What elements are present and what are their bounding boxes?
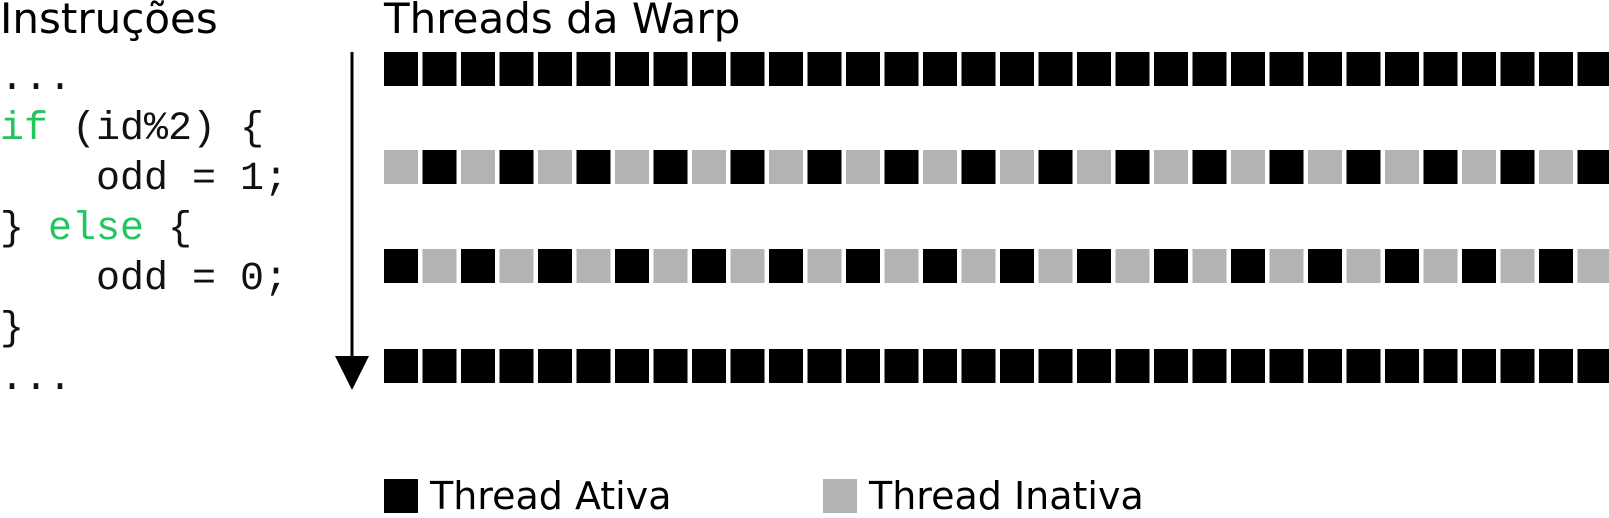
code-line: odd = 0; bbox=[0, 257, 288, 302]
thread-active bbox=[1154, 52, 1188, 86]
thread-active bbox=[1424, 349, 1458, 383]
thread-inactive bbox=[1424, 249, 1458, 283]
thread-active bbox=[1077, 52, 1111, 86]
thread-active bbox=[538, 249, 572, 283]
thread-active bbox=[1501, 52, 1535, 86]
thread-active bbox=[1308, 52, 1342, 86]
code-line: ... bbox=[0, 357, 72, 402]
thread-inactive bbox=[1539, 150, 1573, 184]
else-keyword: else bbox=[48, 207, 144, 252]
thread-active bbox=[962, 52, 996, 86]
warp-threads-title: Threads da Warp bbox=[384, 0, 740, 44]
thread-active bbox=[1039, 52, 1073, 86]
thread-active bbox=[731, 150, 765, 184]
thread-active bbox=[1270, 349, 1304, 383]
thread-active bbox=[577, 52, 611, 86]
if-keyword: if bbox=[0, 107, 48, 152]
code-line: { bbox=[144, 207, 192, 252]
thread-active bbox=[885, 349, 919, 383]
thread-inactive bbox=[846, 150, 880, 184]
thread-inactive bbox=[1039, 249, 1073, 283]
thread-active bbox=[538, 349, 572, 383]
thread-inactive bbox=[1385, 150, 1419, 184]
thread-inactive bbox=[1578, 249, 1609, 283]
thread-active bbox=[1039, 150, 1073, 184]
thread-active bbox=[1116, 349, 1150, 383]
thread-inactive bbox=[615, 150, 649, 184]
thread-active bbox=[1116, 52, 1150, 86]
thread-inactive bbox=[1077, 150, 1111, 184]
thread-active bbox=[615, 249, 649, 283]
thread-active bbox=[423, 52, 457, 86]
thread-active bbox=[962, 349, 996, 383]
inactive-swatch bbox=[823, 479, 857, 513]
thread-active bbox=[1039, 349, 1073, 383]
thread-active bbox=[885, 150, 919, 184]
legend-inactive bbox=[823, 476, 1144, 516]
thread-active bbox=[1578, 349, 1609, 383]
thread-inactive bbox=[692, 150, 726, 184]
thread-inactive bbox=[731, 249, 765, 283]
thread-active bbox=[423, 349, 457, 383]
thread-active bbox=[769, 349, 803, 383]
thread-active bbox=[1231, 52, 1265, 86]
thread-active bbox=[384, 52, 418, 86]
thread-active bbox=[1193, 52, 1227, 86]
thread-inactive bbox=[1462, 150, 1496, 184]
thread-active bbox=[1077, 249, 1111, 283]
thread-active bbox=[1539, 349, 1573, 383]
thread-active bbox=[1000, 52, 1034, 86]
thread-active bbox=[1347, 150, 1381, 184]
thread-active bbox=[500, 150, 534, 184]
thread-active bbox=[384, 349, 418, 383]
thread-active bbox=[1154, 249, 1188, 283]
thread-active bbox=[500, 52, 534, 86]
thread-active bbox=[1077, 349, 1111, 383]
legend-active-label: Thread Ativa bbox=[430, 476, 672, 516]
thread-inactive bbox=[1308, 150, 1342, 184]
thread-inactive bbox=[808, 249, 842, 283]
thread-active bbox=[577, 150, 611, 184]
thread-inactive bbox=[923, 150, 957, 184]
active-swatch bbox=[384, 479, 418, 513]
thread-active bbox=[1385, 52, 1419, 86]
thread-inactive bbox=[1000, 150, 1034, 184]
thread-active bbox=[654, 150, 688, 184]
thread-active bbox=[654, 52, 688, 86]
thread-active bbox=[1501, 349, 1535, 383]
thread-active bbox=[1501, 150, 1535, 184]
thread-active bbox=[1578, 52, 1609, 86]
thread-active bbox=[1000, 349, 1034, 383]
thread-active bbox=[1000, 249, 1034, 283]
thread-inactive bbox=[1347, 249, 1381, 283]
thread-inactive bbox=[769, 150, 803, 184]
thread-active bbox=[384, 249, 418, 283]
thread-active bbox=[1539, 52, 1573, 86]
thread-active bbox=[808, 150, 842, 184]
thread-active bbox=[1462, 249, 1496, 283]
thread-active bbox=[1116, 150, 1150, 184]
thread-active bbox=[538, 52, 572, 86]
code-line: (id%2) { bbox=[48, 107, 264, 152]
thread-inactive bbox=[461, 150, 495, 184]
thread-active bbox=[1154, 349, 1188, 383]
thread-inactive bbox=[1270, 249, 1304, 283]
thread-active bbox=[461, 249, 495, 283]
thread-active bbox=[1231, 349, 1265, 383]
thread-active bbox=[962, 150, 996, 184]
thread-inactive bbox=[1193, 249, 1227, 283]
code-line: } bbox=[0, 307, 24, 352]
thread-inactive bbox=[577, 249, 611, 283]
thread-inactive bbox=[1231, 150, 1265, 184]
thread-inactive bbox=[384, 150, 418, 184]
thread-inactive bbox=[538, 150, 572, 184]
thread-active bbox=[1424, 52, 1458, 86]
thread-active bbox=[808, 349, 842, 383]
code-line: } bbox=[0, 207, 48, 252]
thread-active bbox=[1270, 52, 1304, 86]
thread-active bbox=[1308, 249, 1342, 283]
thread-active bbox=[615, 349, 649, 383]
thread-active bbox=[769, 52, 803, 86]
thread-active bbox=[1193, 349, 1227, 383]
thread-active bbox=[1462, 52, 1496, 86]
instructions-title: Instruções bbox=[0, 0, 218, 44]
thread-inactive bbox=[1154, 150, 1188, 184]
thread-active bbox=[615, 52, 649, 86]
thread-inactive bbox=[1501, 249, 1535, 283]
code-line: odd = 1; bbox=[0, 157, 288, 202]
thread-active bbox=[1578, 150, 1609, 184]
thread-active bbox=[1424, 150, 1458, 184]
thread-active bbox=[1193, 150, 1227, 184]
thread-active bbox=[885, 52, 919, 86]
thread-active bbox=[692, 349, 726, 383]
thread-active bbox=[423, 150, 457, 184]
legend-inactive-label: Thread Inativa bbox=[869, 476, 1144, 516]
thread-active bbox=[769, 249, 803, 283]
thread-active bbox=[577, 349, 611, 383]
thread-active bbox=[923, 249, 957, 283]
code-line: ... bbox=[0, 57, 72, 102]
thread-active bbox=[1347, 349, 1381, 383]
thread-active bbox=[1231, 249, 1265, 283]
thread-active bbox=[731, 52, 765, 86]
thread-active bbox=[808, 52, 842, 86]
thread-active bbox=[461, 52, 495, 86]
thread-inactive bbox=[654, 249, 688, 283]
thread-active bbox=[1385, 349, 1419, 383]
thread-active bbox=[1539, 249, 1573, 283]
thread-inactive bbox=[962, 249, 996, 283]
thread-active bbox=[846, 349, 880, 383]
thread-active bbox=[1385, 249, 1419, 283]
legend-active bbox=[384, 476, 672, 516]
thread-inactive bbox=[885, 249, 919, 283]
thread-active bbox=[654, 349, 688, 383]
thread-active bbox=[923, 349, 957, 383]
thread-active bbox=[1270, 150, 1304, 184]
thread-active bbox=[692, 249, 726, 283]
thread-active bbox=[500, 349, 534, 383]
thread-inactive bbox=[423, 249, 457, 283]
thread-active bbox=[846, 52, 880, 86]
thread-active bbox=[1462, 349, 1496, 383]
thread-inactive bbox=[1116, 249, 1150, 283]
thread-active bbox=[1308, 349, 1342, 383]
thread-active bbox=[461, 349, 495, 383]
thread-active bbox=[692, 52, 726, 86]
thread-active bbox=[846, 249, 880, 283]
thread-active bbox=[731, 349, 765, 383]
thread-active bbox=[923, 52, 957, 86]
thread-active bbox=[1347, 52, 1381, 86]
thread-inactive bbox=[500, 249, 534, 283]
